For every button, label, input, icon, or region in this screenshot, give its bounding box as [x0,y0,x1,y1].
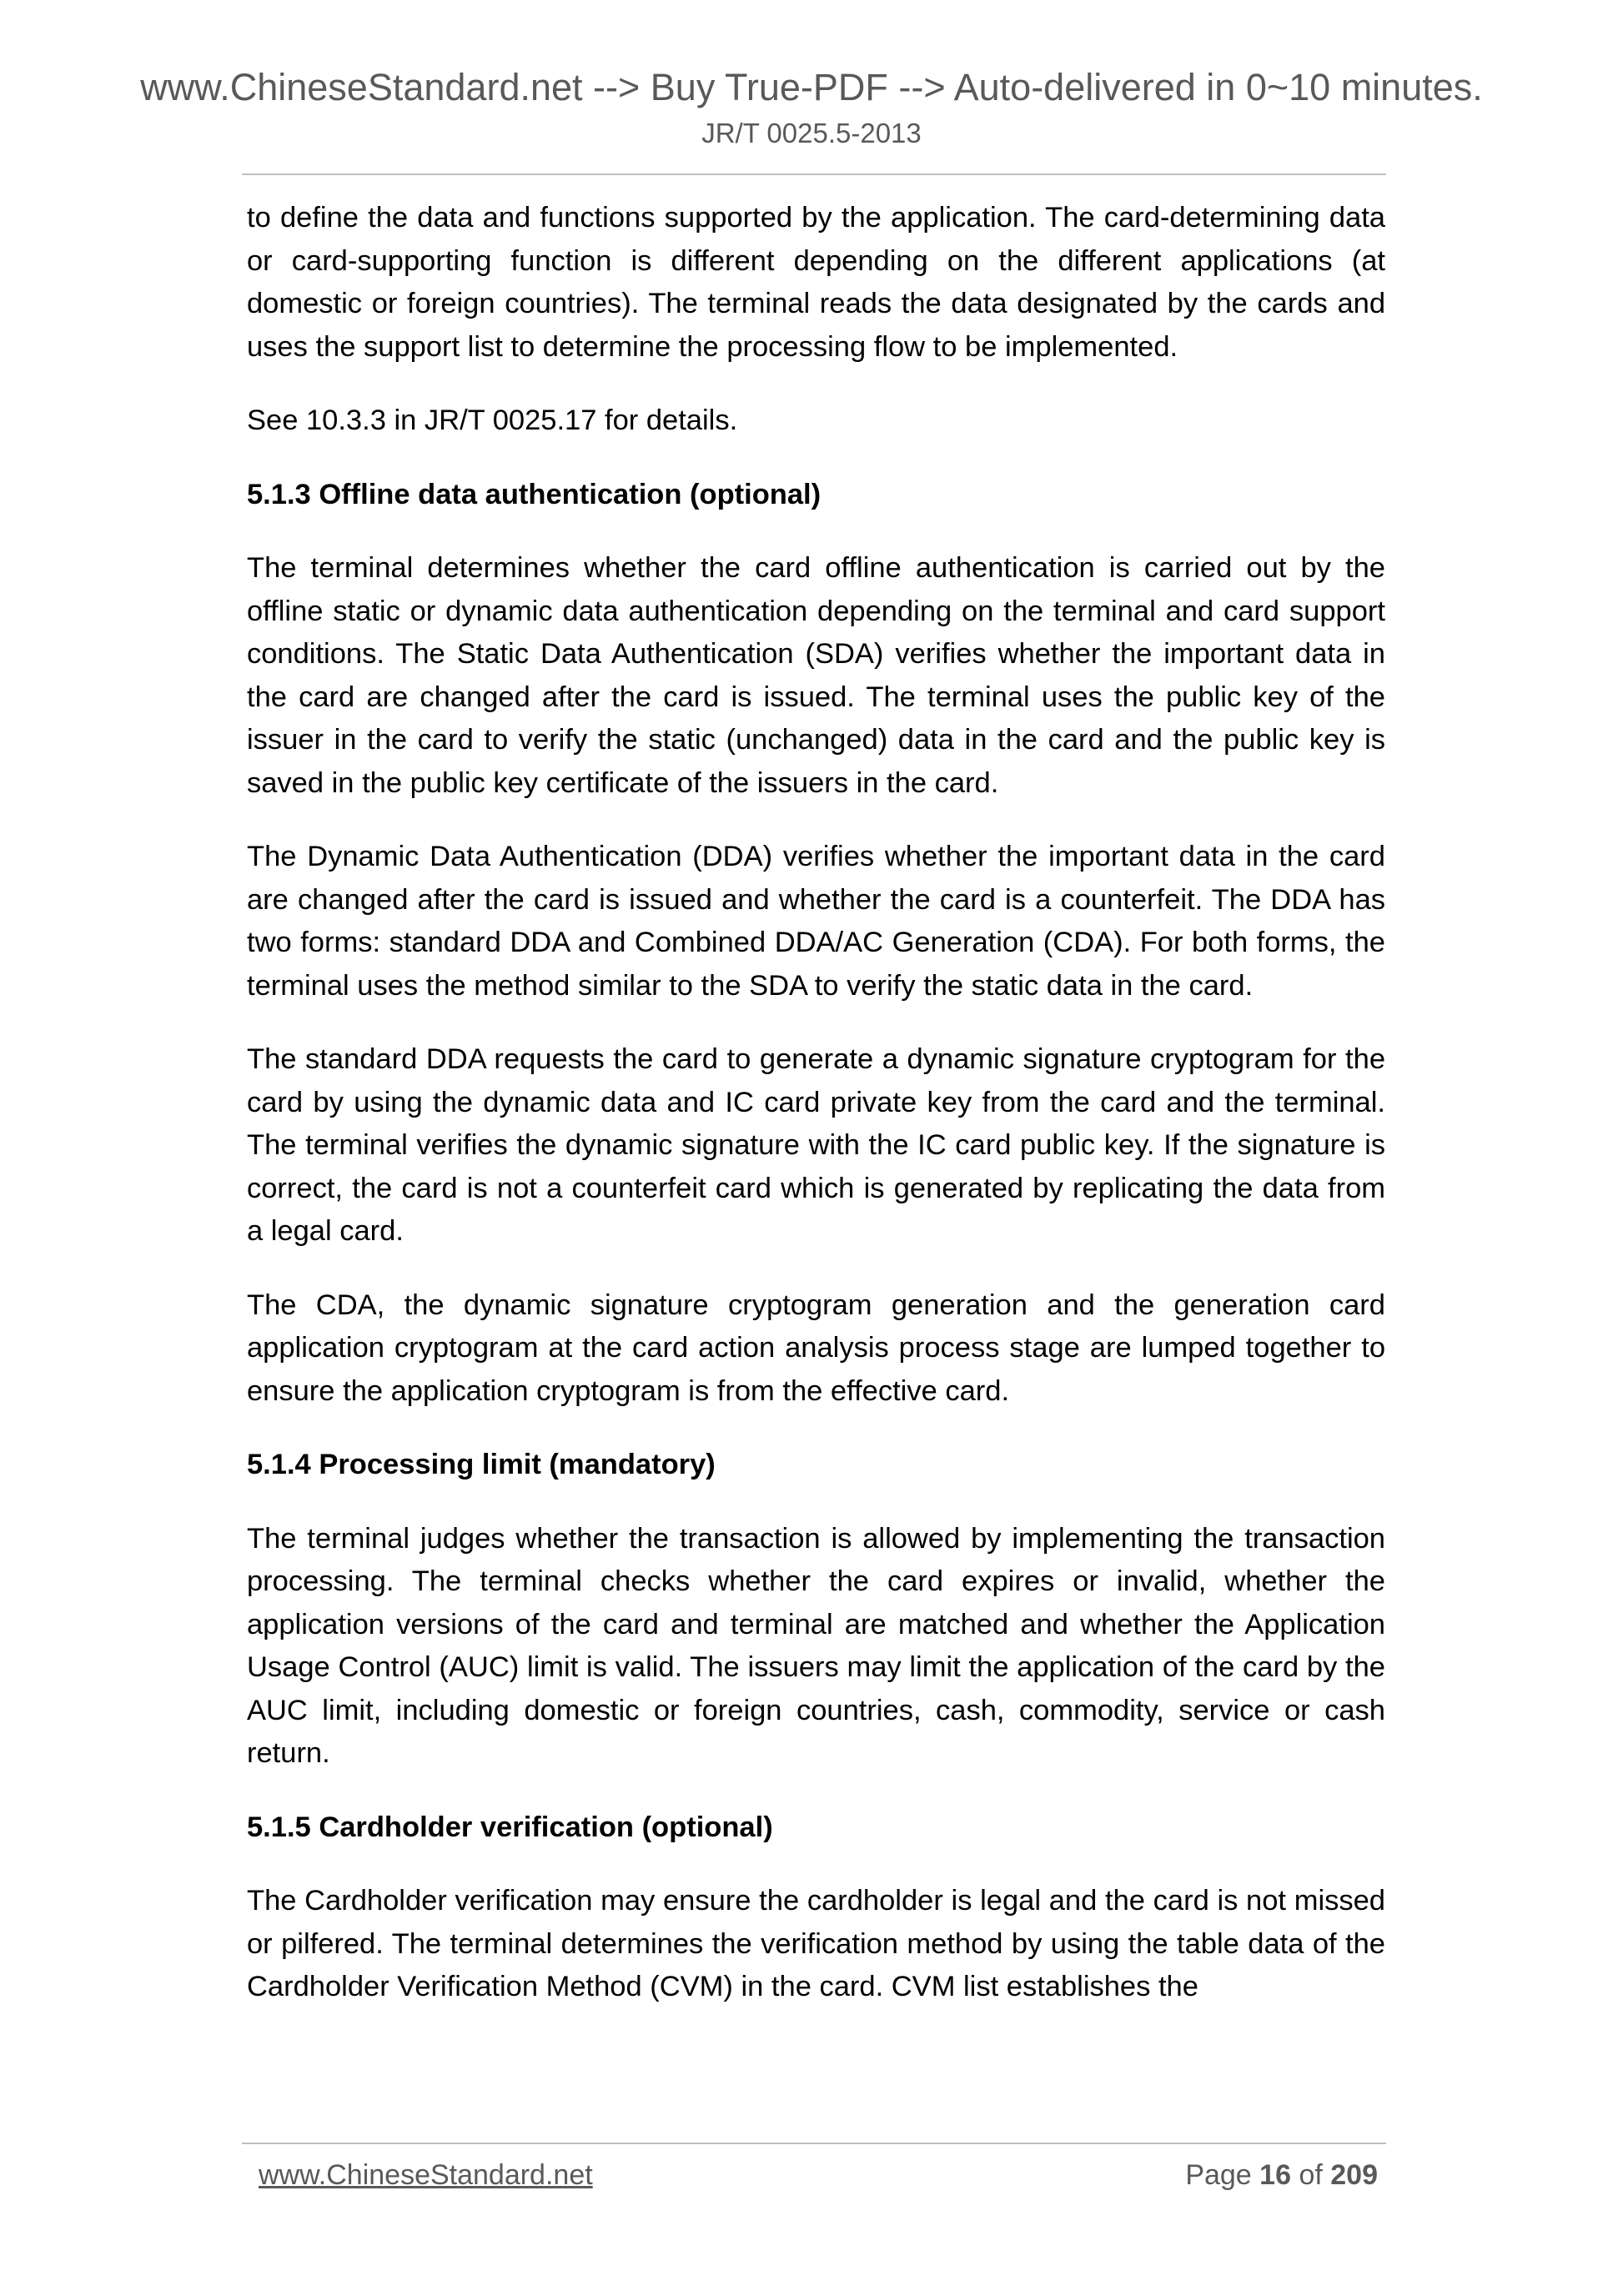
paragraph: to define the data and functions supported by the application. The card-determining data or card-supporting function is different depending on the different applications (at domestic or foreign countries). The terminal reads the data designated by the cards and uses the support list to determine the processing flow to be implemented. [247,202,1385,363]
page-body [247,197,1385,2009]
footer-divider [242,2143,1386,2144]
paragraph: The Dynamic Data Authentication (DDA) verifies whether the important data in the card are changed after the card is issued and whether the card is a counterfeit. The DDA has two forms: standard DDA and Combined DDA/AC Generation (CDA). For both forms, the terminal uses the method similar to the SDA to verify the static data in the card. [247,841,1385,1002]
page-of: of [1299,2159,1323,2191]
page-total: 209 [1330,2159,1378,2191]
paragraph: The Cardholder verification may ensure the cardholder is legal and the card is not missed or pilfered. The terminal determines the verification method by using the table data of the Cardholder Verification Method (CVM) in the card. CVM list establishes the [247,1885,1385,2002]
header-banner[interactable]: www.ChineseStandard.net --> Buy True-PDF --> Auto-delivered in 0~10 minutes. [140,66,1483,108]
section-heading-5-1-5: 5.1.5 Cardholder verification (optional) [247,1811,773,1843]
section-heading-5-1-4: 5.1.4 Processing limit (mandatory) [247,1449,716,1480]
header-divider [242,173,1386,175]
page-number [1185,2157,1378,2193]
paragraph: The standard DDA requests the card to generate a dynamic signature cryptogram for the card by using the dynamic data and IC card private key from the card and the terminal. The terminal verifies the dynamic signature with the IC card public key. If the signature is correct, the card is not a counterfeit card which is generated by replicating the data from a legal card. [247,1043,1385,1247]
document-id: JR/T 0025.5-2013 [701,118,922,148]
paragraph: The terminal determines whether the card offline authentication is carried out by the offline static or dynamic data authentication depending on the terminal and card support conditions. The Static Data Authentication (SDA) verifies whether the important data in the card are changed after the card is issued. The terminal uses the public key of the issuer in the card to verify the static (unchanged) data in the card and the public key is saved in the public key certificate of the issuers in the card. [247,552,1385,799]
footer-website-link[interactable]: www.ChineseStandard.net [259,2159,593,2191]
paragraph: See 10.3.3 in JR/T 0025.17 for details. [247,404,738,436]
page-current: 16 [1259,2159,1291,2191]
paragraph: The CDA, the dynamic signature cryptogram generation and the generation card application cryptogram at the card action analysis process stage are lumped together to ensure the application cryptogram is from the effective card. [247,1289,1385,1407]
section-heading-5-1-3: 5.1.3 Offline data authentication (optional) [247,478,822,510]
page-word: Page [1185,2159,1252,2191]
paragraph: The terminal judges whether the transaction is allowed by implementing the transaction processing. The terminal checks whether the card expires or invalid, whether the application versions of the card and terminal are matched and whether the Application Usage Control (AUC) limit is valid. The issuers may limit the application of the card by the AUC limit, including domestic or foreign countries, cash, commodity, service or cash return. [247,1522,1385,1769]
